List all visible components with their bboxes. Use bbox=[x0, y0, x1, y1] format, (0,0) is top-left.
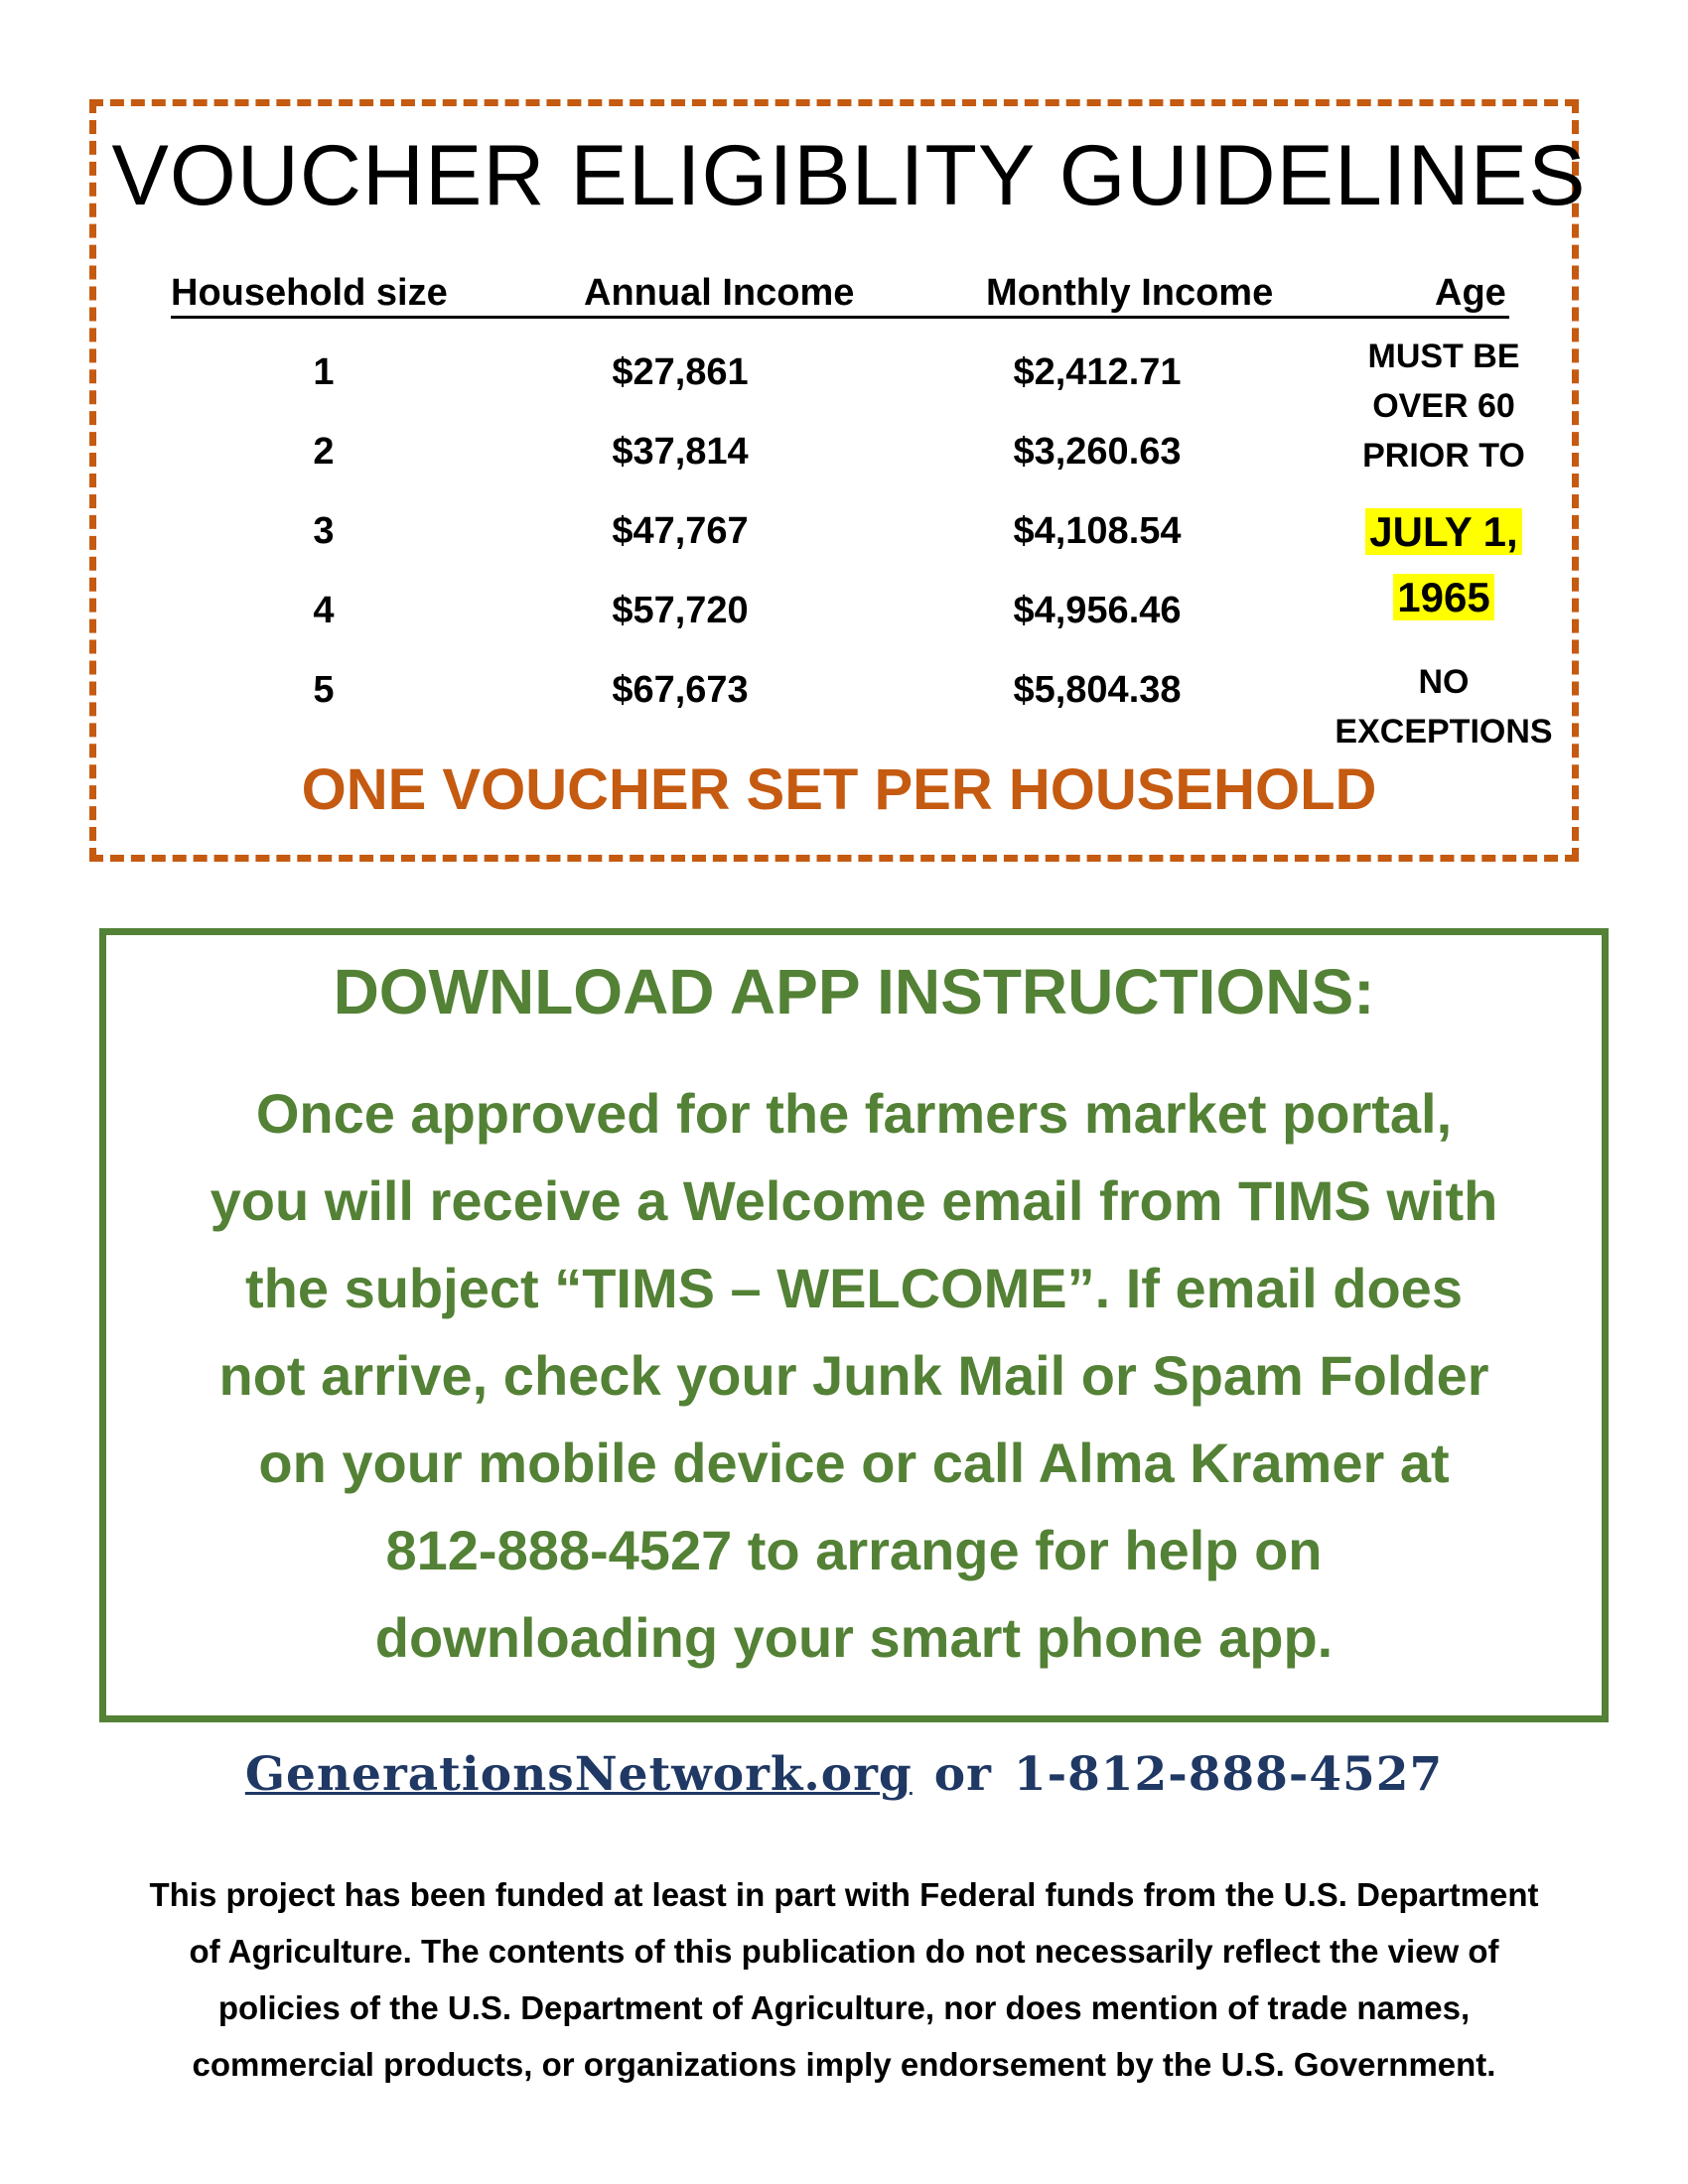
age-date-line1 bbox=[1325, 508, 1563, 556]
header-annual-income: Annual Income bbox=[584, 272, 855, 314]
row-4-annual: $57,720 bbox=[612, 590, 749, 631]
age-date-highlight-1: JULY 1, bbox=[1365, 508, 1521, 555]
header-monthly-income: Monthly Income bbox=[986, 272, 1274, 314]
app-instructions-title: DOWNLOAD APP INSTRUCTIONS: bbox=[333, 956, 1375, 1027]
disclaimer-line: policies of the U.S. Department of Agriculture, nor does mention of trade names, bbox=[217, 1989, 1471, 2026]
age-date-highlight-2: 1965 bbox=[1393, 574, 1493, 620]
age-date-line2 bbox=[1325, 574, 1563, 621]
contact-or: or bbox=[933, 1747, 992, 1802]
one-voucher-notice: ONE VOUCHER SET PER HOUSEHOLD bbox=[301, 757, 1377, 822]
age-note-line2: OVER 60 bbox=[1372, 387, 1515, 425]
row-3-annual: $47,767 bbox=[612, 510, 749, 552]
website-link[interactable]: GenerationsNetwork.org bbox=[244, 1747, 913, 1802]
header-household-size: Household size bbox=[171, 272, 448, 314]
instruction-line: downloading your smart phone app. bbox=[374, 1606, 1334, 1669]
row-5-annual: $67,673 bbox=[612, 669, 749, 711]
app-instructions-body bbox=[109, 1070, 1599, 1682]
row-5-size: 5 bbox=[313, 669, 335, 711]
row-3-monthly: $4,108.54 bbox=[1013, 510, 1182, 552]
instruction-line: you will receive a Welcome email from TIMS with bbox=[210, 1169, 1498, 1232]
instruction-line: 812-888-4527 to arrange for help on bbox=[385, 1519, 1323, 1581]
header-age: Age bbox=[1435, 272, 1506, 314]
age-note-exceptions: EXCEPTIONS bbox=[1335, 713, 1553, 751]
row-2-size: 2 bbox=[313, 431, 335, 473]
disclaimer-line: of Agriculture. The contents of this publication do not necessarily reflect the view of bbox=[189, 1933, 1499, 1970]
eligibility-title: VOUCHER ELIGIBLITY GUIDELINES bbox=[111, 128, 1587, 223]
age-note-line1: MUST BE bbox=[1367, 338, 1520, 375]
row-4-size: 4 bbox=[313, 590, 335, 631]
header-underline bbox=[171, 316, 1509, 319]
instruction-line: on your mobile device or call Alma Kramer at bbox=[258, 1432, 1450, 1494]
funding-disclaimer bbox=[99, 1866, 1589, 2093]
row-1-size: 1 bbox=[313, 351, 335, 393]
row-2-monthly: $3,260.63 bbox=[1013, 431, 1182, 473]
contact-line bbox=[0, 1747, 1688, 1802]
row-1-monthly: $2,412.71 bbox=[1013, 351, 1182, 393]
instruction-line: not arrive, check your Junk Mail or Spam Folder bbox=[218, 1344, 1489, 1407]
instruction-line: Once approved for the farmers market portal, bbox=[255, 1082, 1453, 1145]
disclaimer-line: This project has been funded at least in part with Federal funds from the U.S. Department bbox=[149, 1876, 1539, 1913]
phone-number: 1-812-888-4527 bbox=[1013, 1747, 1444, 1802]
row-3-size: 3 bbox=[313, 510, 335, 552]
row-2-annual: $37,814 bbox=[612, 431, 749, 473]
age-note-no: NO bbox=[1418, 663, 1470, 701]
row-5-monthly: $5,804.38 bbox=[1013, 669, 1182, 711]
age-note-line3: PRIOR TO bbox=[1362, 437, 1525, 475]
row-1-annual: $27,861 bbox=[612, 351, 749, 393]
instruction-line: the subject “TIMS – WELCOME”. If email does bbox=[245, 1257, 1463, 1319]
disclaimer-line: commercial products, or organizations imply endorsement by the U.S. Government. bbox=[192, 2046, 1496, 2083]
row-4-monthly: $4,956.46 bbox=[1013, 590, 1182, 631]
